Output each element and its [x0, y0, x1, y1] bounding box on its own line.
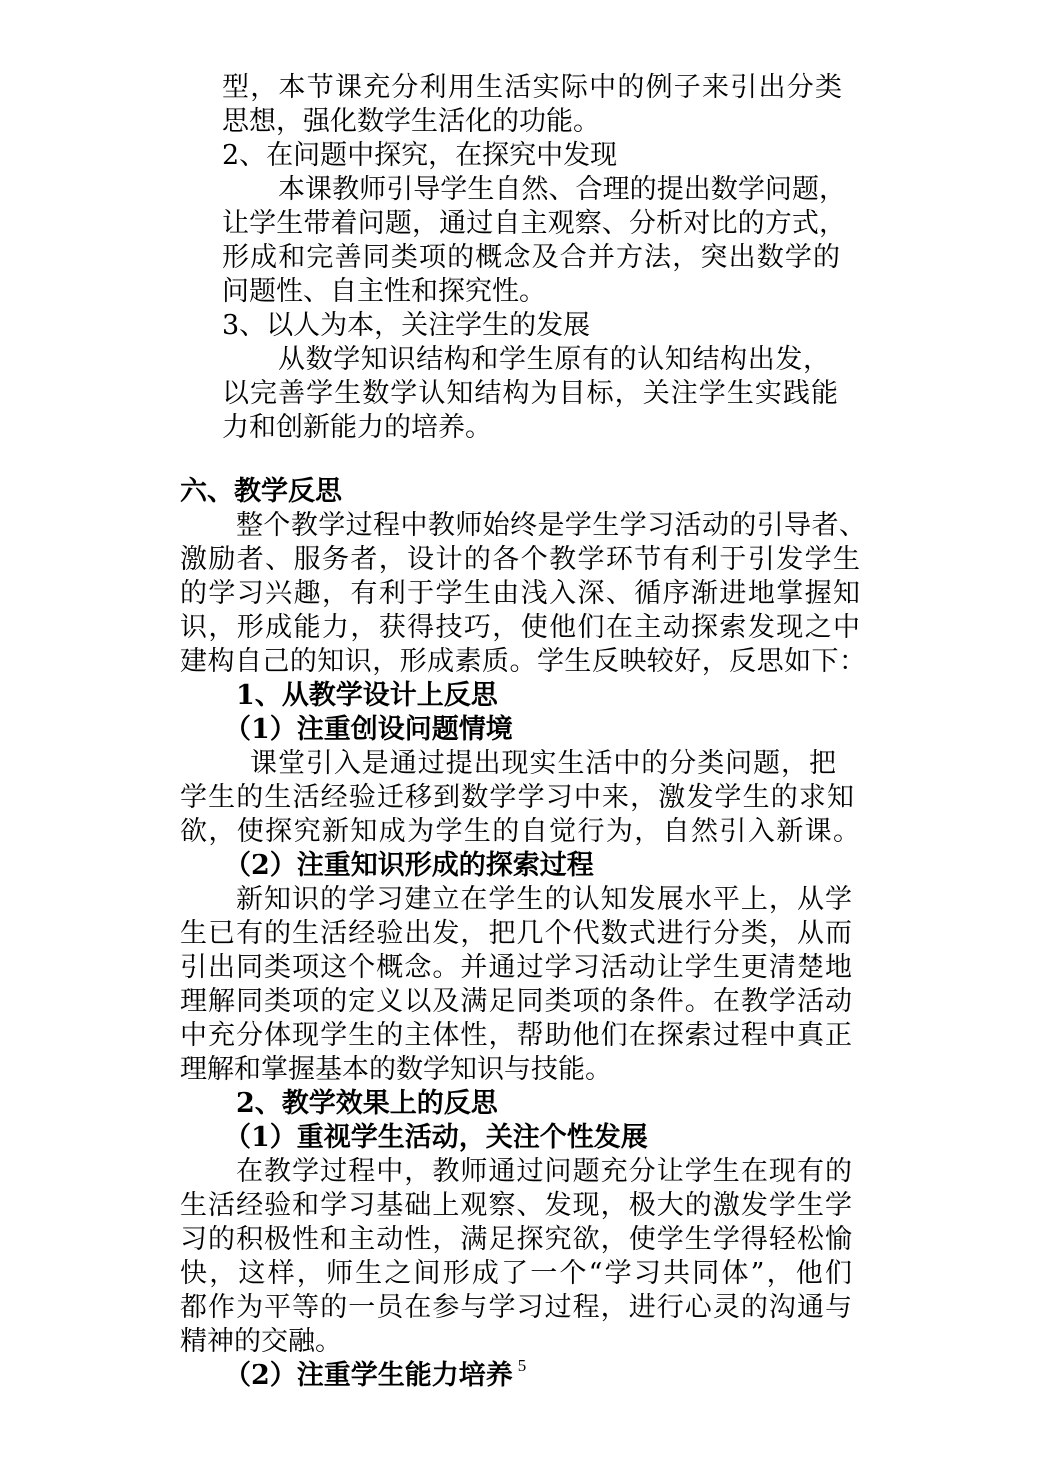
paragraph-line: 快，这样，师生之间形成了一个“学习共同体”，他们: [180, 1258, 852, 1289]
subheading: （1）注重创设问题情境: [224, 714, 513, 745]
paragraph-line: 在教学过程中，教师通过问题充分让学生在现有的: [236, 1156, 852, 1187]
subheading: （2）注重学生能力培养: [224, 1360, 513, 1391]
paragraph-line: 理解和掌握基本的数学知识与技能。: [180, 1054, 612, 1085]
paragraph-line: 课堂引入是通过提出现实生活中的分类问题，把: [250, 748, 836, 779]
paragraph-line: 引出同类项这个概念。并通过学习活动让学生更清楚地: [180, 952, 852, 983]
paragraph-line: 激励者、服务者，设计的各个教学环节有利于引发学生: [180, 544, 860, 575]
paragraph-line: 问题性、自主性和探究性。: [222, 276, 546, 307]
paragraph-line: 精神的交融。: [180, 1326, 342, 1357]
page-number: 5: [517, 1356, 527, 1375]
paragraph-line: 建构自己的知识，形成素质。学生反映较好，反思如下：: [180, 646, 866, 677]
paragraph-line: 整个教学过程中教师始终是学生学习活动的引导者、: [236, 510, 866, 541]
paragraph-line: 新知识的学习建立在学生的认知发展水平上，从学: [236, 884, 852, 915]
paragraph-line: 识，形成能力，获得技巧，使他们在主动探索发现之中: [180, 612, 860, 643]
subheading: （2）注重知识形成的探索过程: [224, 850, 594, 881]
subheading: （1）重视学生活动，关注个性发展: [224, 1122, 648, 1153]
subheading: 2、在问题中探究，在探究中发现: [222, 140, 618, 171]
paragraph-line: 学生的生活经验迁移到数学学习中来，激发学生的求知: [180, 782, 854, 813]
paragraph-line: 让学生带着问题，通过自主观察、分析对比的方式，: [222, 208, 846, 239]
subheading: 3、以人为本，关注学生的发展: [222, 310, 591, 341]
paragraph-line: 从数学知识结构和学生原有的认知结构出发，: [278, 344, 830, 375]
paragraph-line: 生已有的生活经验出发，把几个代数式进行分类，从而: [180, 918, 852, 949]
paragraph-line: 都作为平等的一员在参与学习过程，进行心灵的沟通与: [180, 1292, 852, 1323]
paragraph-line: 以完善学生数学认知结构为目标，关注学生实践能: [222, 378, 838, 409]
paragraph-line: 中充分体现学生的主体性，帮助他们在探索过程中真正: [180, 1020, 852, 1051]
paragraph-line: 欲，使探究新知成为学生的自觉行为，自然引入新课。: [180, 816, 860, 847]
paragraph-line: 思想，强化数学生活化的功能。: [222, 106, 600, 137]
subheading: 1、从教学设计上反思: [236, 680, 498, 711]
paragraph-line: 习的积极性和主动性，满足探究欲，使学生学得轻松愉: [180, 1224, 852, 1255]
paragraph-line: 形成和完善同类项的概念及合并方法，突出数学的: [222, 242, 840, 273]
paragraph-line: 生活经验和学习基础上观察、发现，极大的激发学生学: [180, 1190, 852, 1221]
paragraph-line: 的学习兴趣，有利于学生由浅入深、循序渐进地掌握知: [180, 578, 860, 609]
paragraph-line: 本课教师引导学生自然、合理的提出数学问题，: [278, 174, 846, 205]
section-title: 六、教学反思: [180, 476, 342, 507]
paragraph-line: 力和创新能力的培养。: [222, 412, 492, 443]
paragraph-line: 理解同类项的定义以及满足同类项的条件。在教学活动: [180, 986, 852, 1017]
paragraph-line: 型，本节课充分利用生活实际中的例子来引出分类: [222, 72, 842, 103]
subheading: 2、教学效果上的反思: [236, 1088, 498, 1119]
